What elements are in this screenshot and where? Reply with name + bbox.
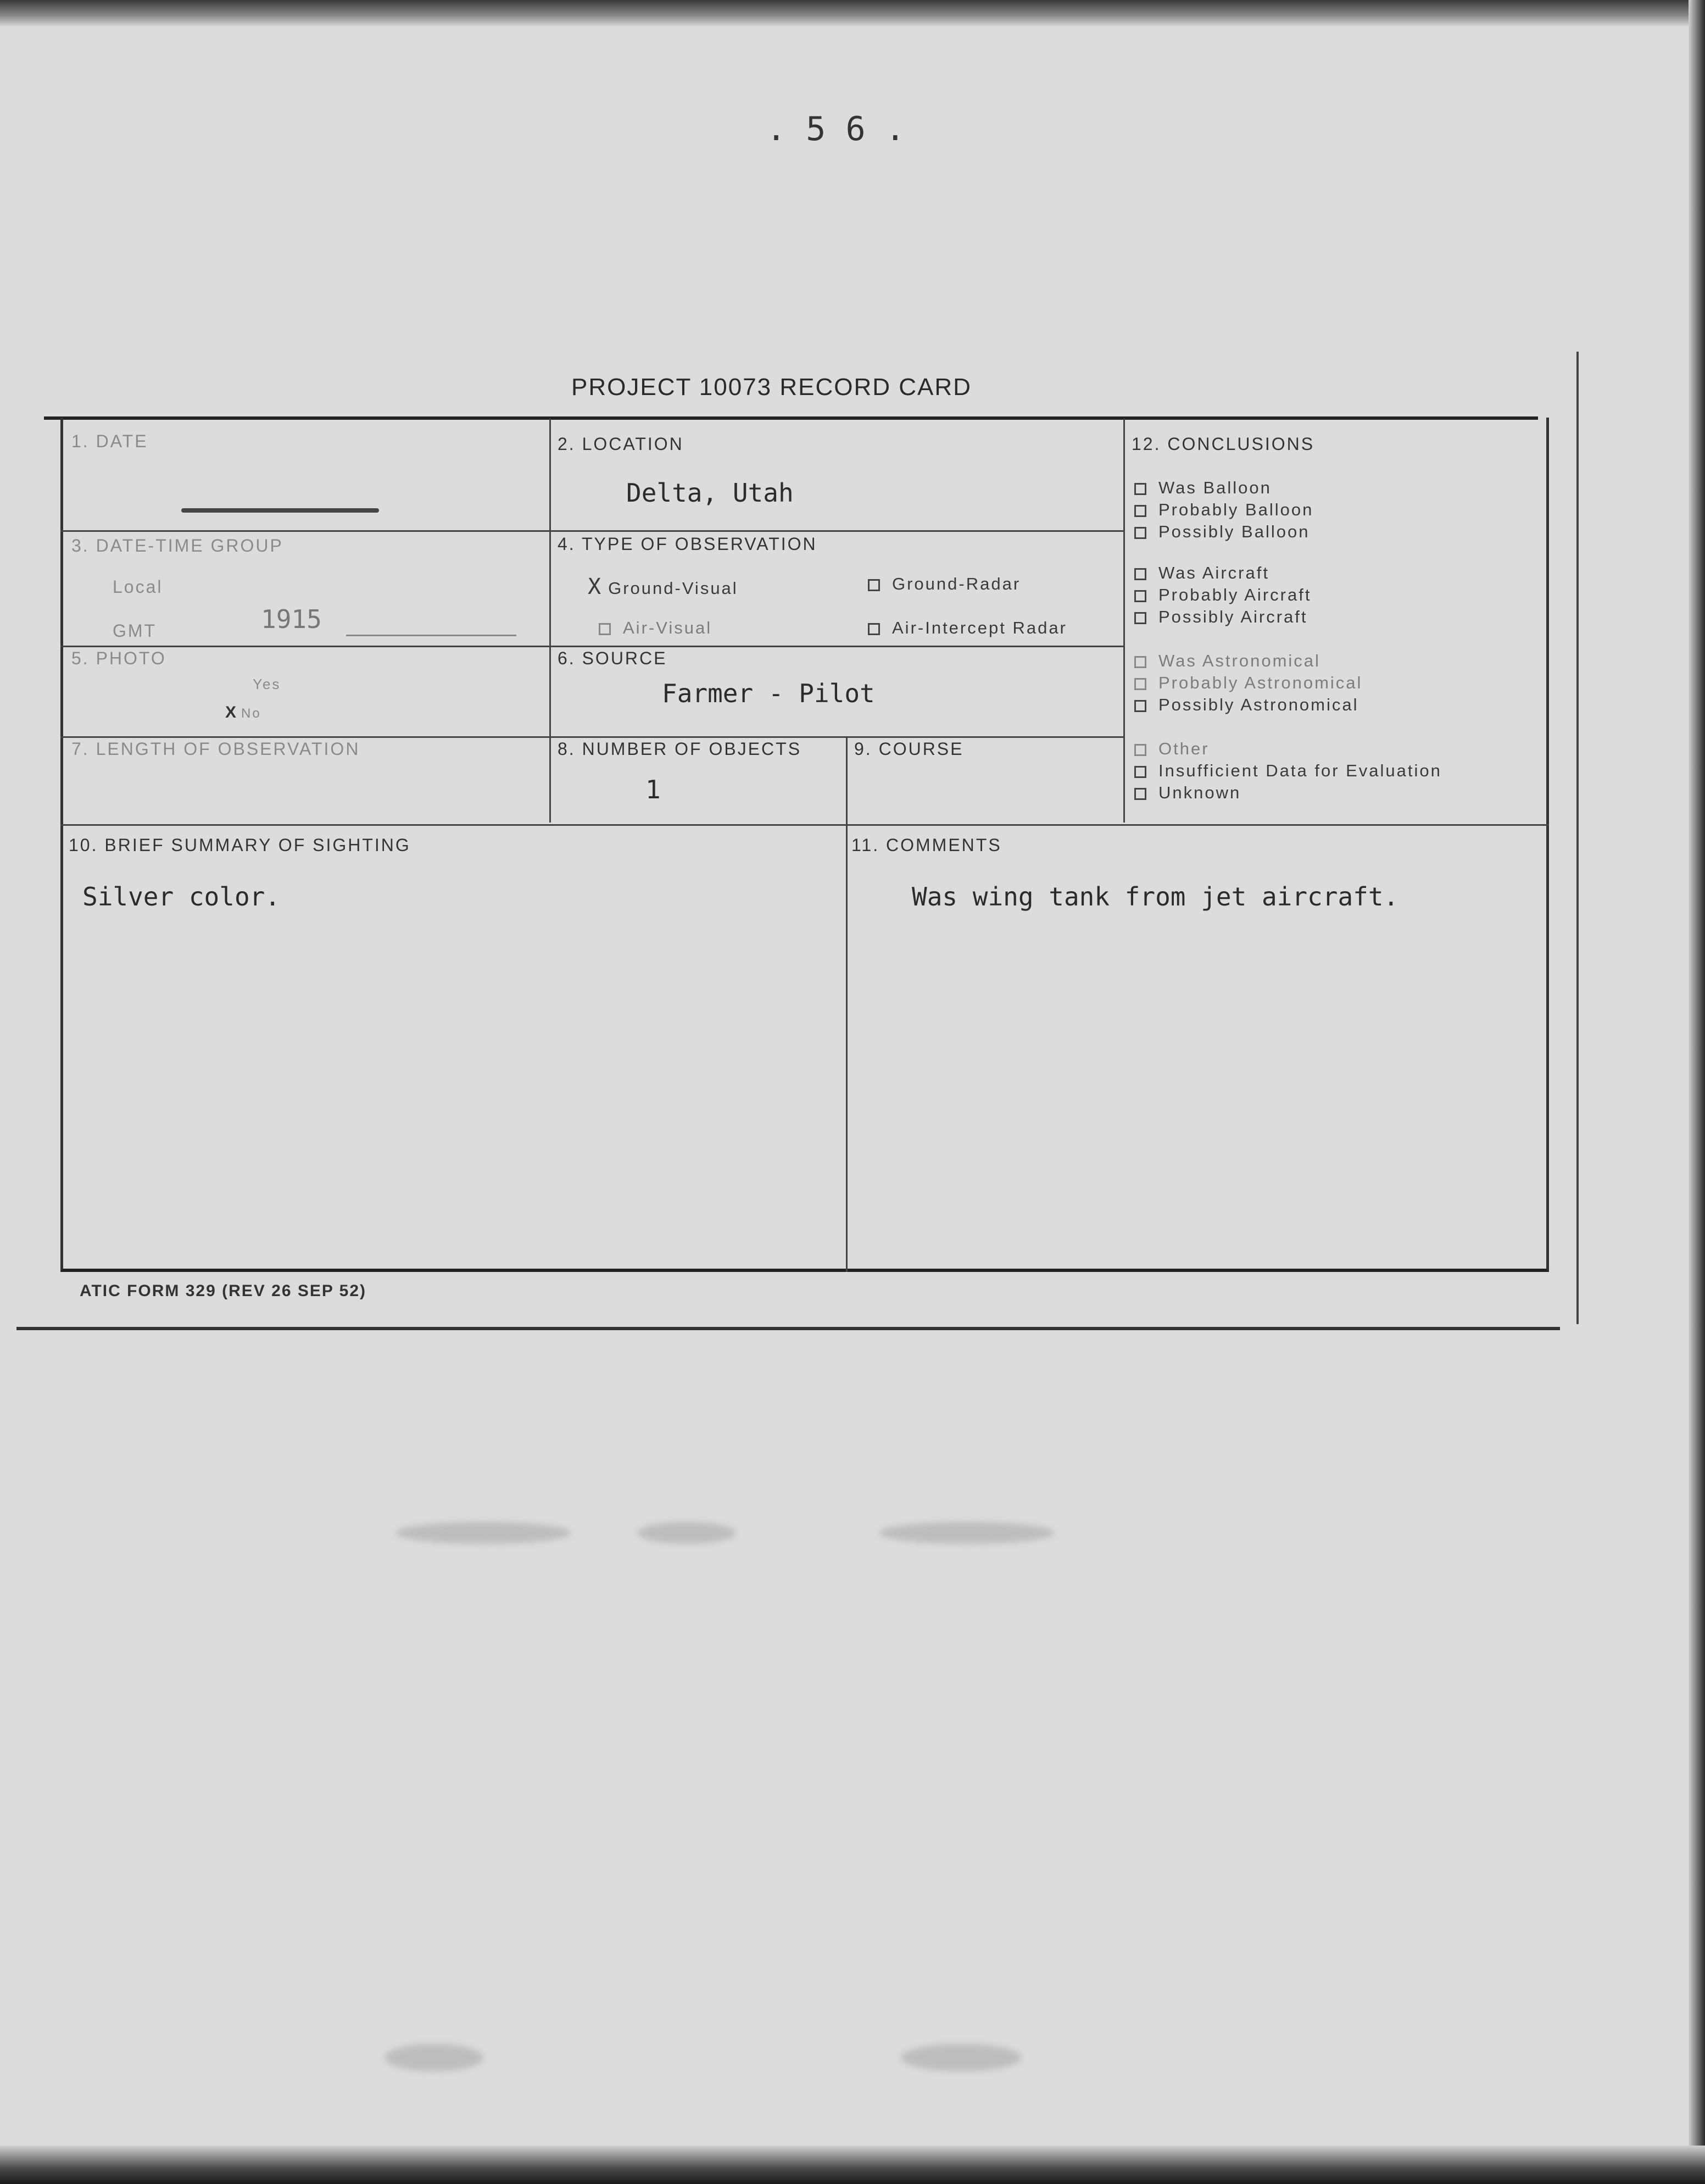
conclusion-text: Probably Astronomical: [1158, 673, 1363, 692]
conclusion-text: Other: [1158, 739, 1210, 758]
time-underline: [346, 635, 516, 636]
conclusion-text: Probably Balloon: [1158, 500, 1314, 519]
smudge: [901, 2044, 1022, 2071]
type-air-visual: [599, 618, 712, 638]
comments-value: Was wing tank from jet aircraft.: [912, 882, 1399, 912]
summary-label: 10. BRIEF SUMMARY OF SIGHTING: [69, 835, 411, 855]
grid-divider: [60, 824, 1549, 826]
redaction-mark: [181, 508, 379, 513]
conclusion-item: [1134, 500, 1313, 520]
conclusion-text: Possibly Balloon: [1158, 522, 1310, 541]
smudge: [395, 1522, 571, 1544]
conclusion-text: Was Astronomical: [1158, 651, 1320, 670]
source-value: Farmer - Pilot: [662, 679, 875, 708]
local-label: Local: [113, 577, 163, 597]
page-number-mark: . 5 6 .: [766, 110, 905, 148]
scan-edge-right: [1689, 0, 1705, 2184]
checkbox-icon: [1134, 483, 1146, 495]
type-ground-radar: [868, 574, 1021, 594]
smudge: [385, 2044, 483, 2071]
ground-radar-text: Ground-Radar: [892, 574, 1021, 593]
photo-no-text: No: [241, 706, 261, 721]
conclusion-text: Was Aircraft: [1158, 563, 1269, 582]
grid-divider: [60, 736, 1123, 738]
checkbox-icon: [1134, 527, 1146, 539]
conclusion-item: [1134, 695, 1359, 715]
comments-label: 11. COMMENTS: [851, 835, 1002, 855]
course-label: 9. COURSE: [854, 739, 964, 759]
checkbox-icon: [1134, 700, 1146, 712]
checkbox-icon: [1134, 744, 1146, 756]
location-label: 2. LOCATION: [558, 434, 684, 454]
checkbox-icon: [1134, 590, 1146, 602]
datetime-label: 3. DATE-TIME GROUP: [71, 536, 283, 555]
conclusion-text: Insufficient Data for Evaluation: [1158, 761, 1442, 780]
number-label: 8. NUMBER OF OBJECTS: [558, 739, 802, 759]
grid-divider: [60, 530, 1123, 532]
photo-label: 5. PHOTO: [71, 648, 166, 668]
form-identifier: ATIC FORM 329 (REV 26 SEP 52): [80, 1282, 367, 1300]
type-air-intercept: [868, 618, 1067, 638]
checkbox-icon: [1134, 678, 1146, 690]
conclusion-item: [1134, 651, 1320, 671]
grid-divider: [549, 419, 551, 823]
conclusion-text: Possibly Aircraft: [1158, 607, 1308, 626]
checkbox-icon: [1134, 656, 1146, 668]
conclusion-item: [1134, 563, 1269, 583]
photo-no-row: [225, 703, 261, 722]
conclusion-text: Was Balloon: [1158, 478, 1272, 497]
conclusion-item: [1134, 478, 1272, 498]
summary-value: Silver color.: [82, 882, 281, 912]
checkbox-icon: [1134, 568, 1146, 580]
grid-divider: [846, 736, 848, 1272]
conclusion-text: Probably Aircraft: [1158, 585, 1312, 604]
photo-no-mark: X: [225, 703, 238, 721]
checkbox-icon: [599, 623, 611, 635]
conclusion-item: [1134, 761, 1442, 781]
checkbox-icon: [868, 623, 880, 635]
date-label: 1. DATE: [71, 431, 148, 451]
number-value: 1: [645, 775, 661, 804]
gmt-label: GMT: [113, 621, 157, 641]
time-value: 1915: [261, 604, 322, 634]
conclusion-text: Unknown: [1158, 783, 1241, 802]
card-outer-right-border: [1576, 352, 1579, 1324]
checkbox-icon: [1134, 766, 1146, 778]
conclusion-item: [1134, 739, 1210, 759]
photo-yes: Yes: [253, 676, 281, 692]
ground-visual-text: Ground-Visual: [608, 579, 738, 598]
type-label: 4. TYPE OF OBSERVATION: [558, 534, 817, 554]
grid-divider: [1123, 419, 1125, 823]
checkbox-icon: [868, 579, 880, 591]
checkbox-icon: [1134, 612, 1146, 624]
card-cut-line: [16, 1327, 1560, 1330]
grid-divider: [60, 646, 1123, 647]
source-label: 6. SOURCE: [558, 648, 667, 668]
conclusion-item: [1134, 783, 1241, 803]
smudge: [637, 1522, 736, 1544]
conclusion-text: Possibly Astronomical: [1158, 695, 1359, 714]
length-label: 7. LENGTH OF OBSERVATION: [71, 739, 360, 759]
air-intercept-text: Air-Intercept Radar: [892, 618, 1067, 637]
scan-edge-top: [0, 0, 1705, 26]
smudge: [879, 1522, 1055, 1544]
conclusion-item: [1134, 585, 1311, 605]
type-ground-visual: [588, 574, 738, 599]
conclusion-item: [1134, 522, 1310, 542]
checkbox-icon: [1134, 505, 1146, 517]
conclusion-item: [1134, 607, 1308, 627]
scan-edge-bottom: [0, 2146, 1705, 2184]
checkbox-icon: [1134, 788, 1146, 800]
conclusion-item: [1134, 673, 1362, 693]
location-value: Delta, Utah: [626, 478, 794, 508]
air-visual-text: Air-Visual: [623, 618, 712, 637]
card-title: PROJECT 10073 RECORD CARD: [571, 374, 972, 401]
ground-visual-checkmark: X: [588, 574, 603, 599]
conclusions-label: 12. CONCLUSIONS: [1132, 434, 1315, 454]
